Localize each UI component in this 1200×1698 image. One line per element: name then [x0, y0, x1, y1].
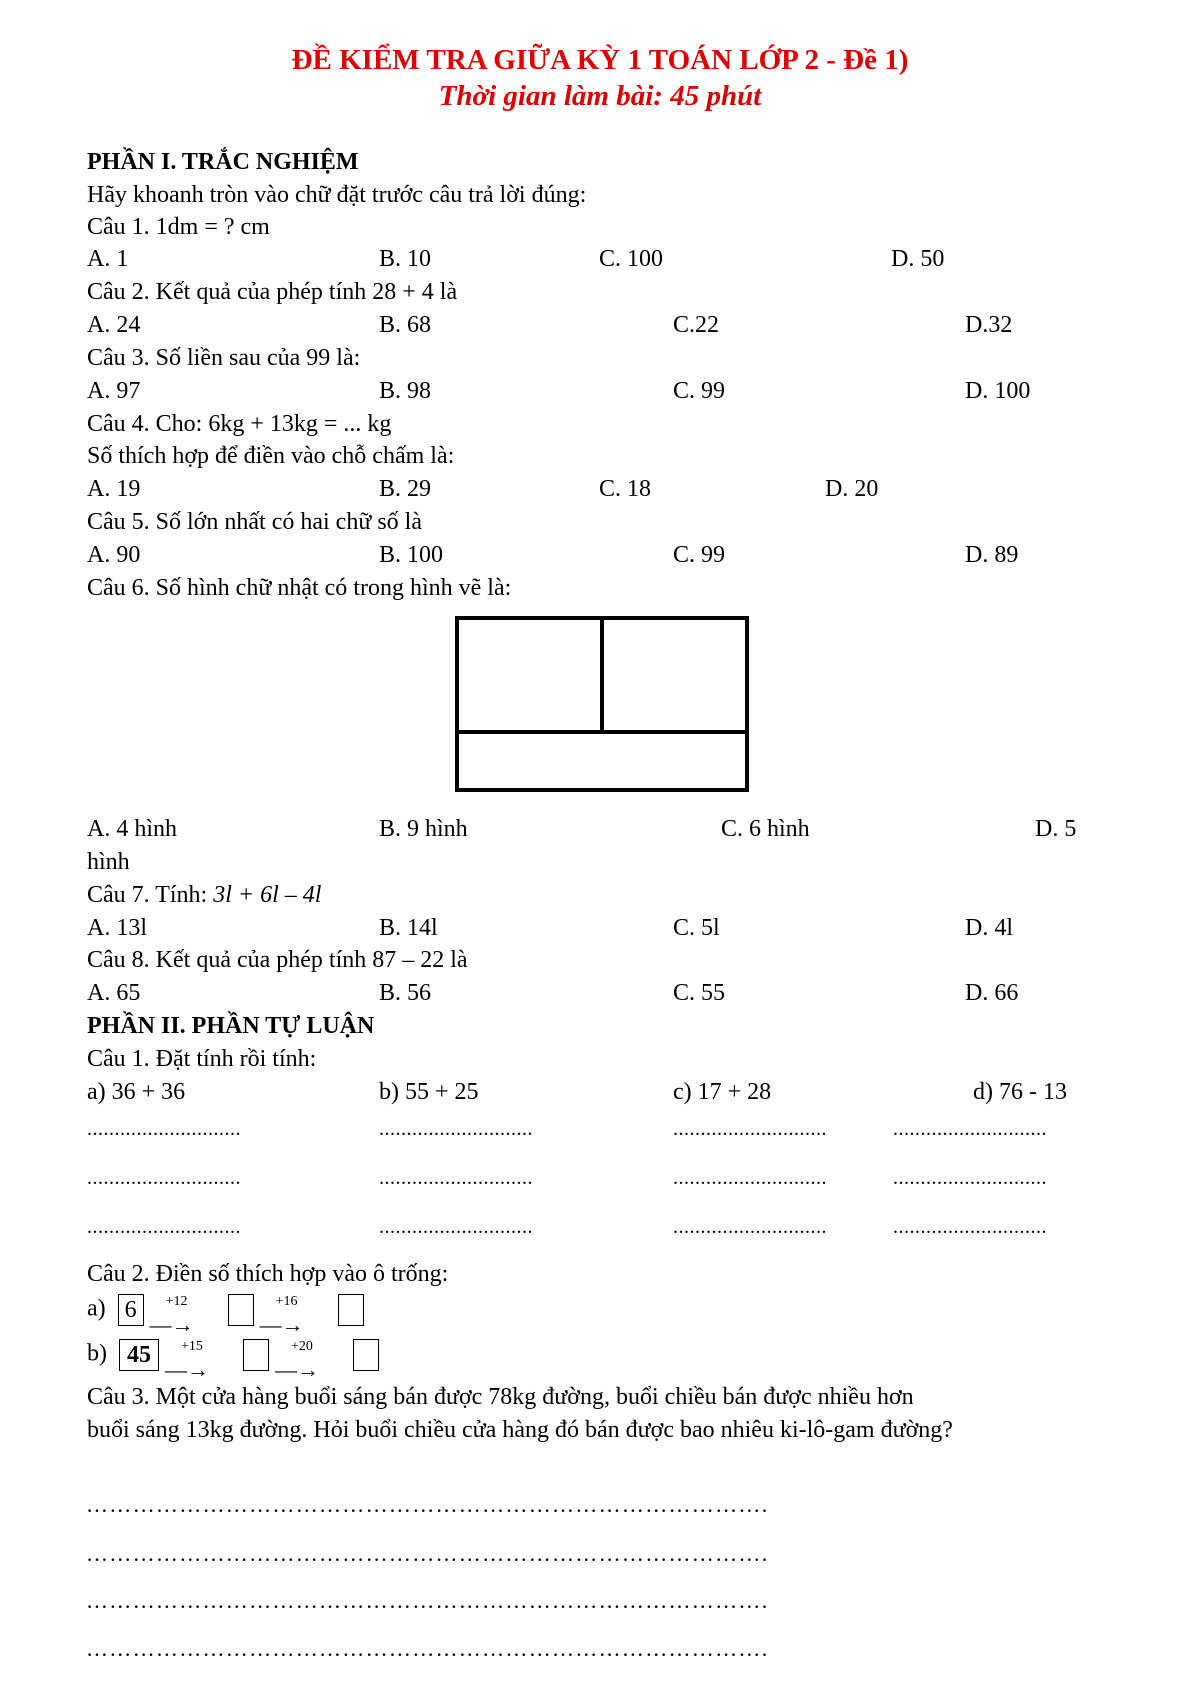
- answer-line[interactable]: …………………………………………………………………………….: [86, 1541, 769, 1566]
- answer-dots[interactable]: ............................: [379, 1216, 533, 1238]
- answer-dots[interactable]: ............................: [87, 1167, 241, 1189]
- answer-dots[interactable]: ............................: [893, 1118, 1047, 1140]
- q6-option-b[interactable]: B. 9 hình: [379, 816, 468, 842]
- answer-dots[interactable]: ............................: [673, 1167, 827, 1189]
- answer-dots[interactable]: ............................: [893, 1216, 1047, 1238]
- q7-option-b[interactable]: B. 14l: [379, 915, 438, 941]
- chain-b-label: b): [87, 1340, 107, 1367]
- p2-q2-text: Câu 2. Điền số thích hợp vào ô trống:: [87, 1261, 449, 1287]
- chain-a-start-box: 6: [118, 1294, 144, 1326]
- answer-line[interactable]: …………………………………………………………………………….: [86, 1636, 769, 1661]
- q2-option-d[interactable]: D.32: [965, 312, 1013, 338]
- answer-dots[interactable]: ............................: [893, 1167, 1047, 1189]
- chain-b: [87, 1339, 379, 1382]
- q1-option-b[interactable]: B. 10: [379, 246, 432, 272]
- q3-option-b[interactable]: B. 98: [379, 378, 432, 404]
- chain-a-label: a): [87, 1295, 106, 1322]
- q4-text2: Số thích hợp để điền vào chỗ chấm là:: [87, 443, 455, 469]
- q4-text: Câu 4. Cho: 6kg + 13kg = ... kg: [87, 411, 392, 437]
- q2-option-a[interactable]: A. 24: [87, 312, 141, 338]
- q4-option-a[interactable]: A. 19: [87, 476, 141, 502]
- q8-text: Câu 8. Kết quả của phép tính 87 – 22 là: [87, 947, 468, 973]
- p2-q1-a: a) 36 + 36: [87, 1079, 186, 1105]
- q1-option-c[interactable]: C. 100: [599, 246, 664, 272]
- exam-subtitle: Thời gian làm bài: 45 phút: [438, 80, 762, 112]
- q1-text: Câu 1. 1dm = ? cm: [87, 214, 270, 240]
- answer-dots[interactable]: ............................: [673, 1216, 827, 1238]
- q8-option-c[interactable]: C. 55: [673, 980, 726, 1006]
- q7-text: [87, 881, 321, 909]
- q4-option-d[interactable]: D. 20: [825, 476, 879, 502]
- answer-line[interactable]: …………………………………………………………………………….: [86, 1492, 769, 1517]
- q8-option-b[interactable]: B. 56: [379, 980, 432, 1006]
- arrow-icon: +16 —→: [260, 1296, 332, 1324]
- q1-option-d[interactable]: D. 50: [891, 246, 945, 272]
- q3-text: Câu 3. Số liền sau của 99 là:: [87, 345, 361, 371]
- answer-dots[interactable]: ............................: [379, 1167, 533, 1189]
- q6-option-a[interactable]: A. 4 hình: [87, 816, 177, 842]
- empty-box[interactable]: [353, 1339, 379, 1371]
- q6-text: Câu 6. Số hình chữ nhật có trong hình vẽ là:: [87, 575, 512, 601]
- q6-option-c[interactable]: C. 6 hình: [721, 816, 810, 842]
- q2-option-b[interactable]: B. 68: [379, 312, 432, 338]
- q6-option-d-cont: hình: [87, 849, 130, 875]
- p2-q1-c: c) 17 + 28: [673, 1079, 772, 1105]
- answer-dots[interactable]: ............................: [87, 1118, 241, 1140]
- part1-instruction: Hãy khoanh tròn vào chữ đặt trước câu trả lời đúng:: [87, 182, 587, 208]
- chain-a: [87, 1294, 364, 1337]
- chain-b-start-box: 45: [119, 1339, 159, 1371]
- chain-a-op2: +16: [275, 1294, 298, 1309]
- q3-option-d[interactable]: D. 100: [965, 378, 1031, 404]
- q7-option-c[interactable]: C. 5l: [673, 915, 720, 941]
- p2-q3-line1: Câu 3. Một cửa hàng buổi sáng bán được 78kg đường, buổi chiều bán được nhiều hơn: [87, 1384, 914, 1410]
- part2-heading: PHẦN II. PHẦN TỰ LUẬN: [87, 1013, 375, 1039]
- q6-option-d[interactable]: D. 5: [1035, 816, 1077, 842]
- q7-option-d[interactable]: D. 4l: [965, 915, 1013, 941]
- p2-q1-b: b) 55 + 25: [379, 1079, 479, 1105]
- q5-option-a[interactable]: A. 90: [87, 542, 141, 568]
- part1-heading: PHẦN I. TRẮC NGHIỆM: [87, 149, 359, 175]
- rectangle-figure: [450, 612, 756, 798]
- answer-dots[interactable]: ............................: [87, 1216, 241, 1238]
- q7-option-a[interactable]: A. 13l: [87, 915, 147, 941]
- p2-q1-text: Câu 1. Đặt tính rồi tính:: [87, 1046, 317, 1072]
- chain-b-op2: +20: [291, 1339, 313, 1354]
- q8-option-a[interactable]: A. 65: [87, 980, 141, 1006]
- q2-option-c[interactable]: C.22: [673, 312, 720, 338]
- answer-line[interactable]: …………………………………………………………………………….: [86, 1588, 769, 1613]
- q2-text: Câu 2. Kết quả của phép tính 28 + 4 là: [87, 279, 458, 305]
- q8-option-d[interactable]: D. 66: [965, 980, 1019, 1006]
- q5-option-c[interactable]: C. 99: [673, 542, 726, 568]
- exam-title: ĐỀ KIỂM TRA GIỮA KỲ 1 TOÁN LỚP 2 - Đề 1): [291, 44, 909, 76]
- empty-box[interactable]: [243, 1339, 269, 1371]
- answer-dots[interactable]: ............................: [379, 1118, 533, 1140]
- q7-prefix: Câu 7. Tính:: [87, 882, 214, 908]
- empty-box[interactable]: [338, 1294, 364, 1326]
- chain-a-op1: +12: [165, 1294, 188, 1309]
- q4-option-c[interactable]: C. 18: [599, 476, 652, 502]
- q5-text: Câu 5. Số lớn nhất có hai chữ số là: [87, 509, 422, 535]
- answer-dots[interactable]: ............................: [673, 1118, 827, 1140]
- q3-option-c[interactable]: C. 99: [673, 378, 726, 404]
- empty-box[interactable]: [228, 1294, 254, 1326]
- arrow-icon: +12 —→: [150, 1296, 222, 1324]
- q3-option-a[interactable]: A. 97: [87, 378, 141, 404]
- p2-q3-line2: buổi sáng 13kg đường. Hỏi buổi chiều cửa hàng đó bán được bao nhiêu ki-lô-gam đường?: [87, 1417, 953, 1443]
- q5-option-b[interactable]: B. 100: [379, 542, 444, 568]
- q4-option-b[interactable]: B. 29: [379, 476, 432, 502]
- p2-q1-d: d) 76 - 13: [973, 1079, 1067, 1105]
- arrow-icon: +20 —→: [275, 1341, 347, 1369]
- q7-expression: 3l + 6l – 4l: [213, 882, 322, 908]
- chain-b-op1: +15: [181, 1339, 203, 1354]
- q5-option-d[interactable]: D. 89: [965, 542, 1019, 568]
- q1-option-a[interactable]: A. 1: [87, 246, 129, 272]
- arrow-icon: +15 —→: [165, 1341, 237, 1369]
